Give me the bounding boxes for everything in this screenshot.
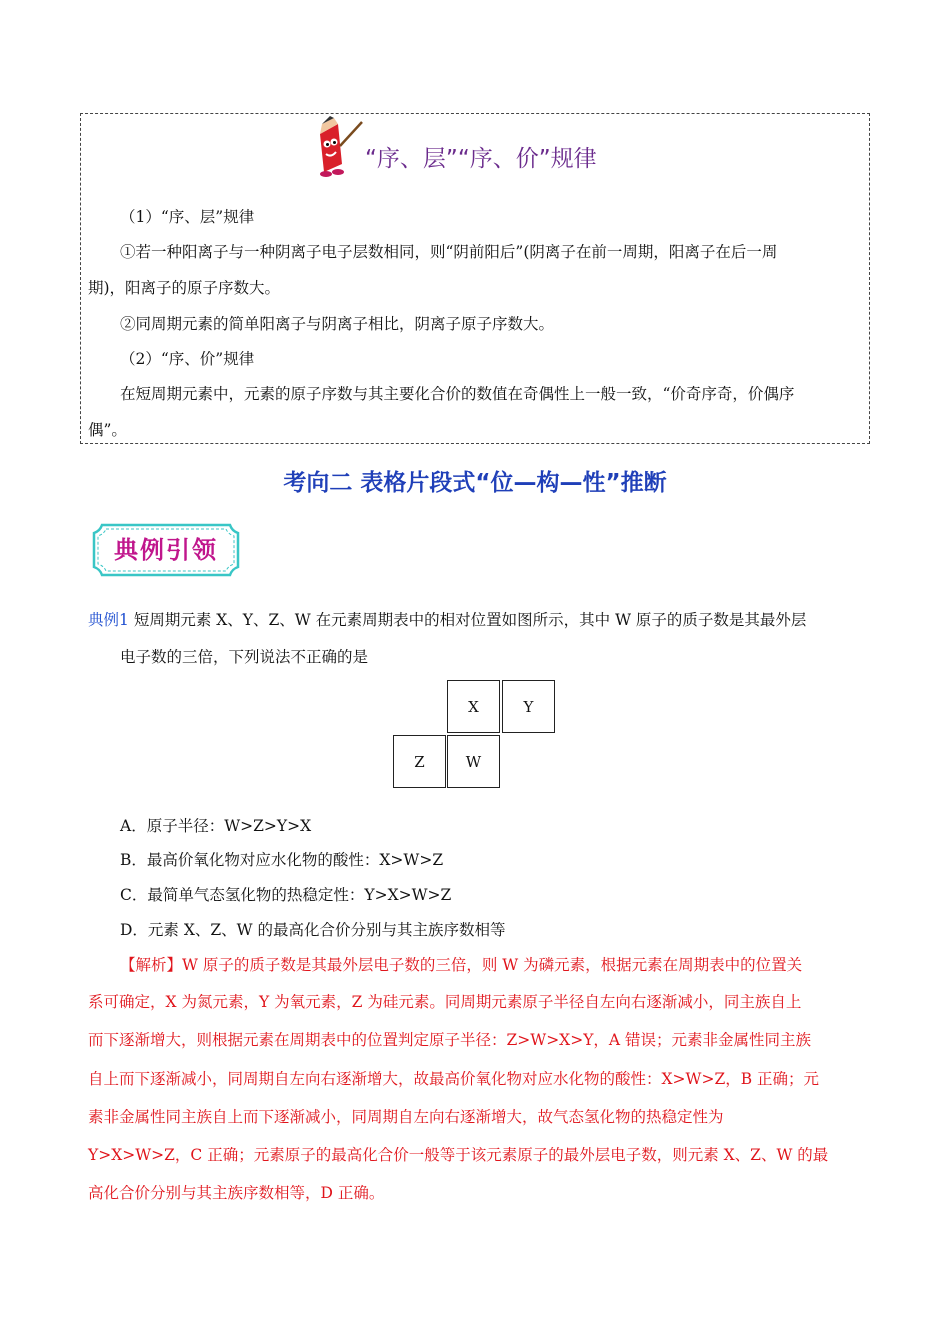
example-question-line1 [88,603,806,637]
pencil-mascot-icon [312,116,364,178]
item1-text1-line1: ①若一种阳离子与一种阴离子电子层数相同，则“阴前阳后”(阴离子在前一周期，阳离子在后一周 [120,243,778,261]
section-title: 考向二 表格片段式“位—构—性”推断 [283,470,667,496]
item2-heading: （2）“序、价”规律 [120,350,255,368]
option-a: A．原子半径：W>Z>Y>X [120,817,312,835]
analysis-line7: 高化合价分别与其主族序数相等，D 正确。 [88,1184,385,1202]
analysis-line1: 【解析】W 原子的质子数是其最外层电子数的三倍，则 W 为磷元素，根据元素在周期表中的位置关 [120,956,803,974]
option-b: B．最高价氧化物对应水化物的酸性：X>W>Z [120,851,444,869]
badge-label: 典例引领 [114,535,218,564]
analysis-line5: 素非金属性同主族自上而下逐渐减小，同周期自左向右逐渐增大，故气态氢化物的热稳定性为 [88,1108,724,1126]
analysis-line4: 自上而下逐渐减小，同周期自左向右逐渐增大，故最高价氧化物对应水化物的酸性：X>W>Z，B 正确；元 [88,1070,820,1088]
rule-box-title: “序、层”“序、价”规律 [365,146,597,172]
analysis-line2: 系可确定，X 为氮元素，Y 为氧元素，Z 为硅元素。同周期元素原子半径自左向右逐渐减小，同主族自上 [88,993,802,1011]
option-d: D．元素 X、Z、W 的最高化合价分别与其主族序数相等 [120,921,506,939]
item1-text1-line2: 期)，阳离子的原子序数大。 [88,279,281,297]
grid-cell-w: W [447,735,500,788]
item1-text2: ②同周期元素的简单阳离子与阴离子相比，阴离子原子序数大。 [120,315,555,333]
analysis-line6: Y>X>W>Z，C 正确；元素原子的最高化合价一般等于该元素原子的最外层电子数，则元素 X、Z、W 的最 [88,1146,829,1164]
example-label: 典例1 [88,611,129,629]
grid-cell-y: Y [502,680,555,733]
item2-text-line1: 在短周期元素中，元素的原子序数与其主要化合价的数值在奇偶性上一般一致，“价奇序奇，价偶序 [120,385,795,403]
example-question-line2: 电子数的三倍，下列说法不正确的是 [120,648,369,666]
grid-cell-z: Z [393,735,446,788]
item2-text-line2: 偶”。 [88,421,127,439]
grid-cell-x: X [447,680,500,733]
analysis-line3: 而下逐渐增大，则根据元素在周期表中的位置判定原子半径：Z>W>X>Y，A 错误；元素非金属性同主族 [88,1031,812,1049]
question-text-line1: 短周期元素 X、Y、Z、W 在元素周期表中的相对位置如图所示，其中 W 原子的质子数是其最外层 [133,611,807,629]
item1-heading: （1）“序、层”规律 [120,208,255,226]
option-c: C．最简单气态氢化物的热稳定性：Y>X>W>Z [120,886,452,904]
